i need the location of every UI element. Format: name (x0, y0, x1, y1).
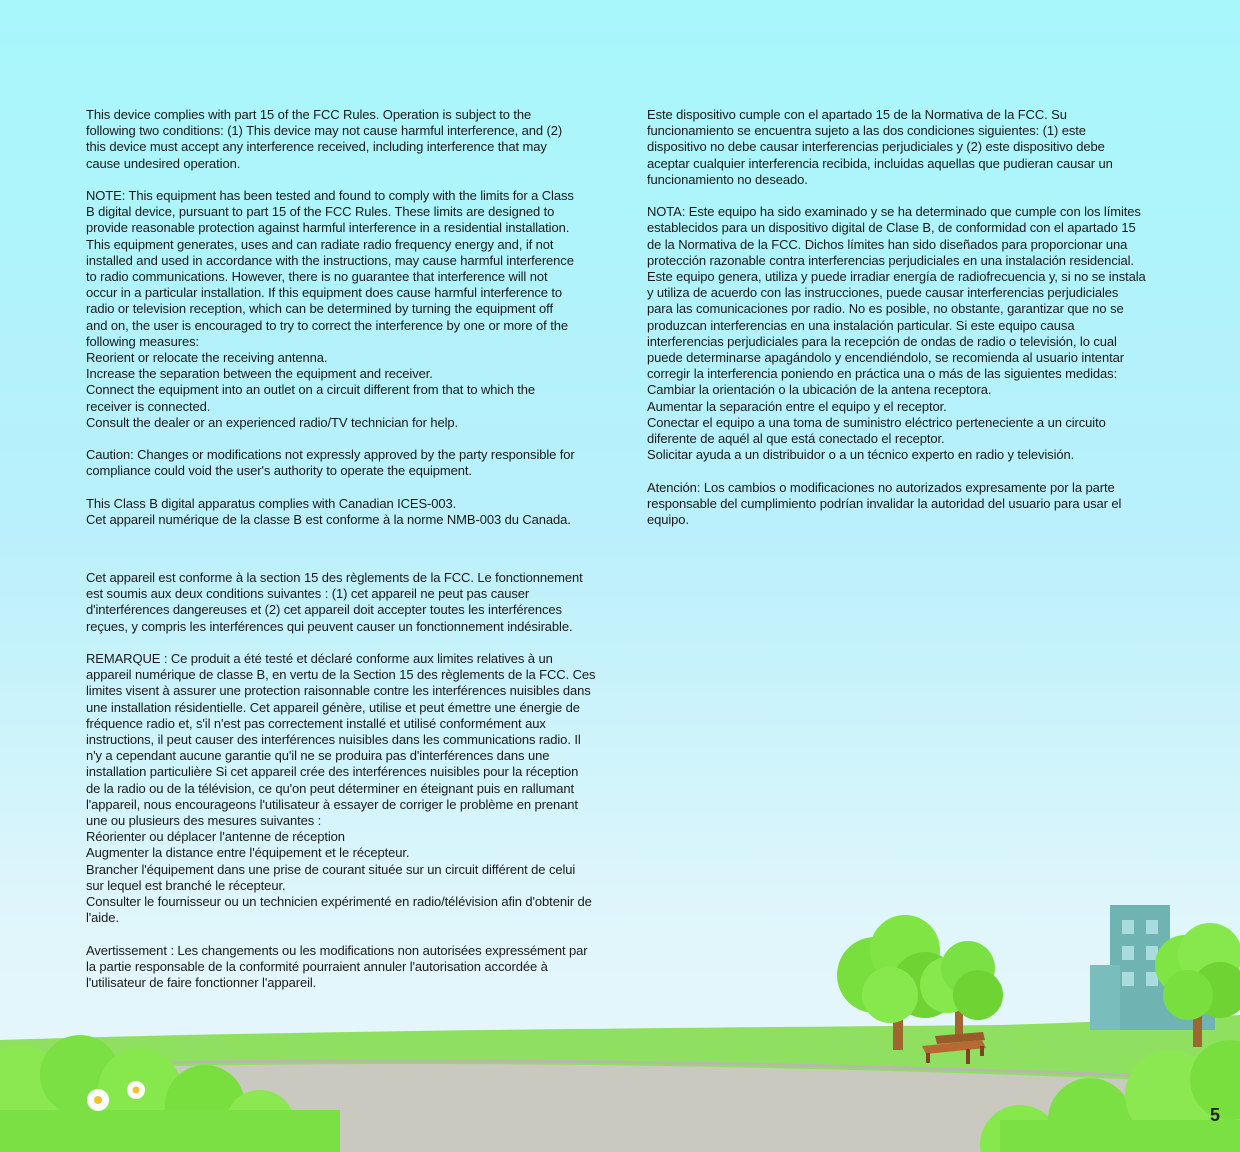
french-warning-paragraph: Avertissement : Les changements ou les modifications non autorisées expressément par la partie responsable de la conformité pourraient annuler l'autorisation accordée à l'utilisateur de faire fonctionner l'appareil. (86, 942, 588, 991)
french-compliance-paragraph: Cet appareil est conforme à la section 15 des règlements de la FCC. Le fonctionnement est soumis aux deux conditions suivantes : (1) cet appareil ne peut pas causer d'interférences dangereuses et (2) cet appareil doit accepter toutes les interférences reçues, y compris les interférences qui peuvent causer un fonctionnement indésirable. (86, 570, 583, 634)
spanish-note-paragraph: NOTA: Este equipo ha sido examinado y se ha determinado que cumple con los límites establecidos para un dispositivo digital de Clase B, de conformidad con el apartado 15 de la Normativa de la FCC. Dichos límites han sido diseñados para proporcionar una protección razonable contra interferencias perjudiciales en una instalación residencial. Este equipo genera, utiliza y puede irradiar energía de radiofrecuencia y, si no se instala y utiliza de acuerdo con las instrucciones, puede causar interferencias perjudiciales para las comunicaciones por radio. No es posible, no obstante, garantizar que no se produzcan interferencias en una instalación particular. Si este equipo causa interferencias perjudiciales para la recepción de ondas de radio o televisión, lo cual puede determinarse apagándolo y encendiéndolo, se recomienda al usuario intentar corregir la interferencia poniendo en práctica una o más de las siguientes medidas: Cambiar la orientación o la ubicación de la antena receptora. Aumentar la separación entre el equipo y el receptor. Conectar el equipo a una toma de suministro eléctrico perteneciente a un circuito diferente de aquél al que está conectado el receptor. Solicitar ayuda a un distribuidor o a un técnico experto en radio y televisión. (647, 204, 1146, 463)
canada-compliance-paragraph: This Class B digital apparatus complies with Canadian ICES-003. Cet appareil numérique de la classe B est conforme à la norme NMB-003 du Canada. (86, 495, 571, 528)
spanish-column (647, 107, 1182, 544)
english-caution-paragraph: Caution: Changes or modifications not expressly approved by the party responsible for compliance could void the user's authority to operate the equipment. (86, 447, 575, 479)
page-number: 5 (1209, 1105, 1220, 1125)
park-illustration (0, 880, 1240, 1152)
spanish-compliance-paragraph: Este dispositivo cumple con el apartado 15 de la Normativa de la FCC. Su funcionamiento se encuentra sujeto a las dos condiciones siguientes: (1) este dispositivo no debe causar interferencias perjudiciales y (2) este dispositivo debe aceptar cualquier interferencia recibida, incluidas aquellas que pudieran causar un funcionamiento no deseado. (647, 107, 1113, 187)
english-compliance-paragraph: This device complies with part 15 of the FCC Rules. Operation is subject to the following two conditions: (1) This device may not cause harmful interference, and (2) this device must accept any interference received, including interference that may cause undesired operation. (86, 107, 563, 171)
english-note-paragraph: NOTE: This equipment has been tested and found to comply with the limits for a Class B digital device, pursuant to part 15 of the FCC Rules. These limits are designed to provide reasonable protection against harmful interference in a residential installation. This equipment generates, uses and can radiate radio frequency energy and, if not installed and used in accordance with the instructions, may cause harmful interference to radio communications. However, there is no guarantee that interference will not occur in a particular installation. If this equipment does cause harmful interference to radio or television reception, which can be determined by turning the equipment off and on, the user is encouraged to try to correct the interference by one or more of the following measures: Reorient or relocate the receiving antenna. Increase the separation between the equipment and receiver. Connect the equipment into an outlet on a circuit different from that to which the receiver is connected. Consult the dealer or an experienced radio/TV technician for help. (86, 188, 574, 430)
english-column (86, 107, 621, 544)
spanish-attention-paragraph: Atención: Los cambios o modificaciones no autorizados expresamente por la parte responsable del cumplimiento podrían invalidar la autoridad del usuario para usar el equipo. (647, 479, 1122, 528)
french-remark-paragraph: REMARQUE : Ce produit a été testé et déclaré conforme aux limites relatives à un appareil numérique de classe B, en vertu de la Section 15 des règlements de la FCC. Ces limites visent à assurer une protection raisonnable contre les interférences nuisibles dans une installation résidentielle. Cet appareil génère, utilise et peut émettre une énergie de fréquence radio et, s'il n'est pas correctement installé et utilisé conformément aux instructions, il peut causer des interférences nuisibles dans les communications radio. Il n'y a cependant aucune garantie qu'il ne se produira pas d'interférences dans une installation particulière Si cet appareil crée des interférences nuisibles pour la réception de la radio ou de la télévision, ce qu'on peut déterminer en éteignant puis en rallumant l'appareil, nous encourageons l'utilisateur à essayer de corriger le problème en prenant une ou plusieurs des mesures suivantes : Réorienter ou déplacer l'antenne de réception Augmenter la distance entre l'équipement et le récepteur. Brancher l'équipement dans une prise de courant située sur un circuit différent de celui sur lequel est branché le récepteur. Consulter le fournisseur ou un technicien expérimenté en radio/télévision afin d'obtenir de l'aide. (86, 651, 596, 926)
